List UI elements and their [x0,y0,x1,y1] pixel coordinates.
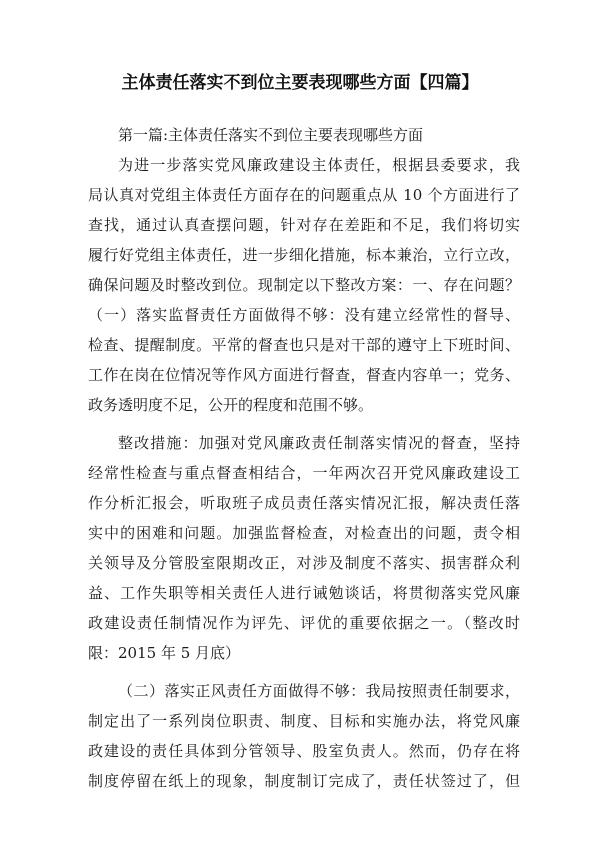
paragraph-line: 关领导及分管股室限期改正，对涉及制度不落实、损害群众利 [88,554,520,572]
paragraph-line: 履行好党组主体责任，进一步细化措施，标本兼治，立行立改， [88,246,520,264]
paragraph-gap [88,668,520,676]
paragraph-line: 作分析汇报会，听取班子成员责任落实情况汇报，解决责任落 [88,494,520,512]
paragraph-line: 经常性检查与重点督查相结合，一年两次召开党风廉政建设工 [88,464,520,482]
paragraph-line: 政建设的责任具体到分管领导、股室负责人。然而，仍存在将 [88,742,520,760]
paragraph-line: 整改措施：加强对党风廉政责任制落实情况的督查，坚持 [118,434,520,452]
paragraph-line: 政建设责任制情况作为评先、评优的重要依据之一。（整改时 [88,614,520,632]
paragraph-line: 检查、提醒制度。平常的督查也只是对干部的遵守上下班时间、 [88,336,520,354]
paragraph-gap [88,420,520,428]
paragraph-line: 工作在岗在位情况等作风方面进行督查，督查内容单一；党务、 [88,366,520,384]
paragraph-line: 限：2015 年 5 月底） [88,644,241,662]
section-heading: 第一篇:主体责任落实不到位主要表现哪些方面 [118,126,424,144]
document-title: 主体责任落实不到位主要表现哪些方面【四篇】 [121,73,479,93]
paragraph-line: 确保问题及时整改到位。现制定以下整改方案：一、存在问题？ [88,276,520,294]
paragraph-line: 政务透明度不足，公开的程度和范围不够。 [88,396,374,414]
paragraph-line: 益、工作失职等相关责任人进行诫勉谈话，将贯彻落实党风廉 [88,584,520,602]
paragraph-line: （一）落实监督责任方面做得不够：没有建立经常性的督导、 [88,306,520,324]
paragraph-line: 实中的困难和问题。加强监督检查，对检查出的问题，责令相 [88,524,520,542]
paragraph-line: 局认真对党组主体责任方面存在的问题重点从 10 个方面进行了 [88,186,520,204]
paragraph-line: 制定出了一系列岗位职责、制度、目标和实施办法，将党风廉 [88,712,520,730]
paragraph-line: 制度停留在纸上的现象，制度制订完成了，责任状签过了，但 [88,772,520,790]
paragraph-line: （二）落实正风责任方面做得不够：我局按照责任制要求， [118,682,520,700]
paragraph-line: 为进一步落实党风廉政建设主体责任，根据县委要求，我 [118,156,520,174]
document-body [88,120,520,796]
paragraph-line: 查找，通过认真查摆问题，针对存在差距和不足，我们将切实 [88,216,520,234]
